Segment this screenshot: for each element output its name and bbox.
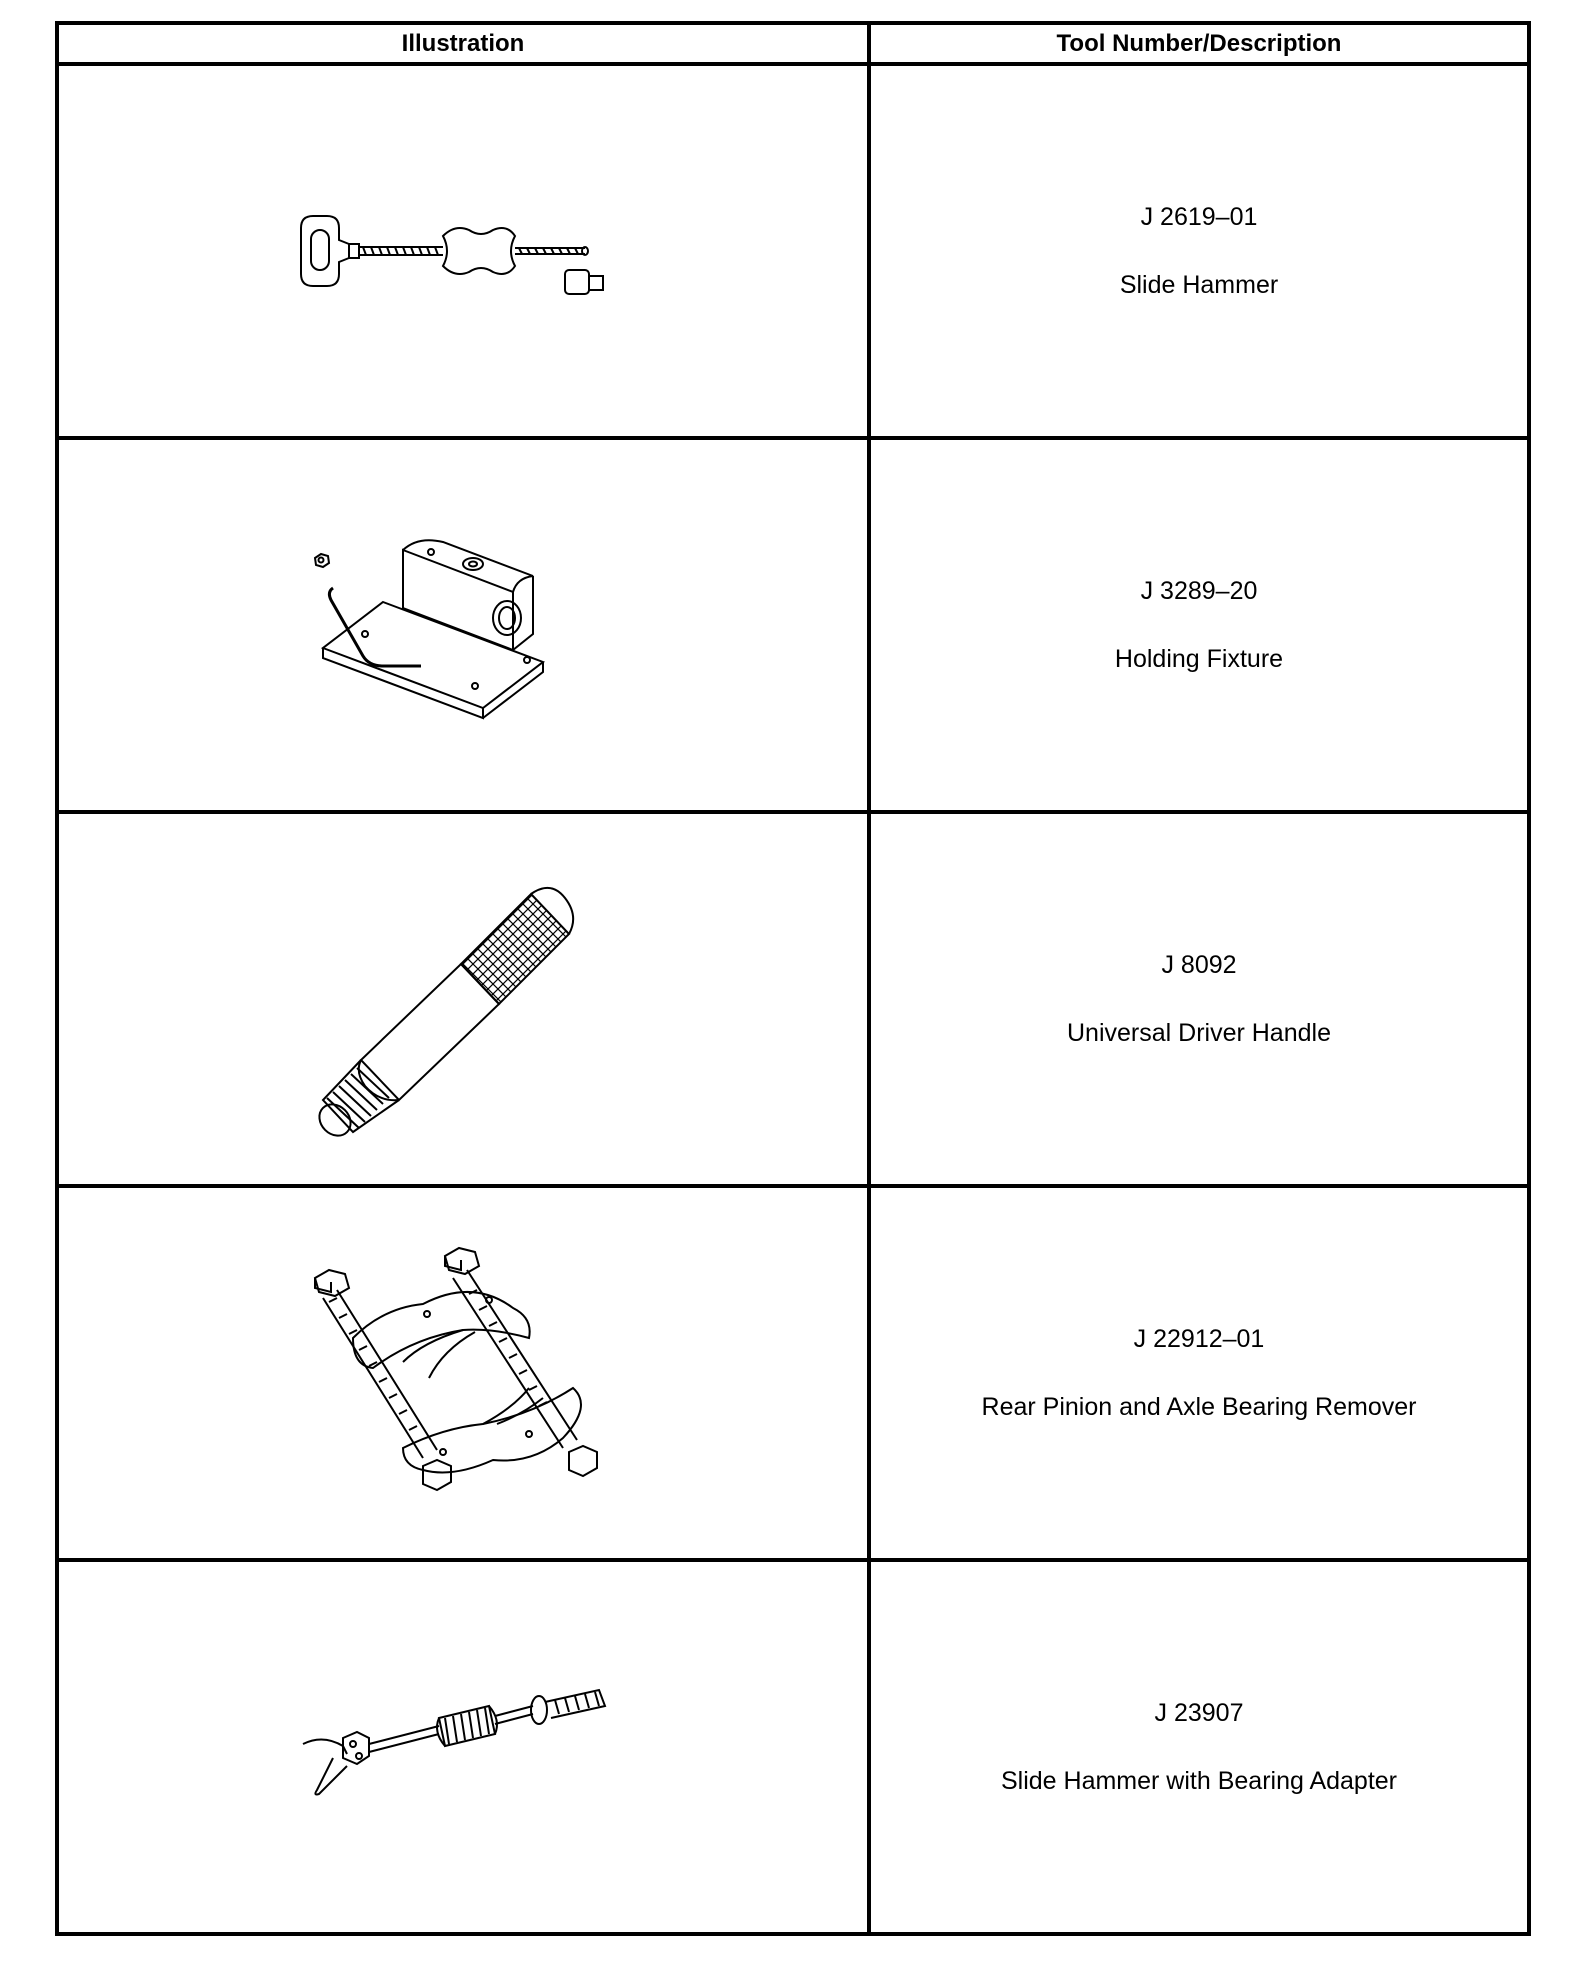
description-cell [869, 64, 1529, 438]
header-tool-description: Tool Number/Description [869, 23, 1529, 64]
slide-hammer-adapter-icon [293, 1682, 633, 1812]
tool-number: J 22912–01 [1133, 1325, 1265, 1353]
holding-fixture-icon [303, 530, 623, 720]
table-row [57, 438, 1529, 812]
header-illustration: Illustration [57, 23, 869, 64]
tool-name: Rear Pinion and Axle Bearing Remover [981, 1393, 1417, 1421]
description-cell [869, 812, 1529, 1186]
illustration-cell [57, 1560, 869, 1934]
table-row [57, 1186, 1529, 1560]
tool-number: J 2619–01 [1140, 203, 1258, 231]
illustration-cell [57, 438, 869, 812]
table-row [57, 1560, 1529, 1934]
description-cell [869, 1186, 1529, 1560]
tool-name: Holding Fixture [1114, 645, 1284, 673]
special-tools-table [55, 21, 1531, 1936]
illustration-cell [57, 1186, 869, 1560]
tool-number: J 23907 [1154, 1699, 1244, 1727]
illustration-cell [57, 812, 869, 1186]
tool-number: J 3289–20 [1140, 577, 1258, 605]
bearing-remover-icon [293, 1238, 633, 1508]
driver-handle-icon [303, 844, 623, 1154]
tool-name: Slide Hammer [1119, 271, 1279, 299]
tool-name: Slide Hammer with Bearing Adapter [1000, 1767, 1398, 1795]
illustration-cell [57, 64, 869, 438]
tool-number: J 8092 [1161, 951, 1237, 979]
description-cell [869, 1560, 1529, 1934]
tool-name: Universal Driver Handle [1067, 1019, 1331, 1047]
description-cell [869, 438, 1529, 812]
header-row [57, 23, 1529, 64]
table-row [57, 64, 1529, 438]
table-row [57, 812, 1529, 1186]
slide-hammer-icon [293, 196, 633, 306]
